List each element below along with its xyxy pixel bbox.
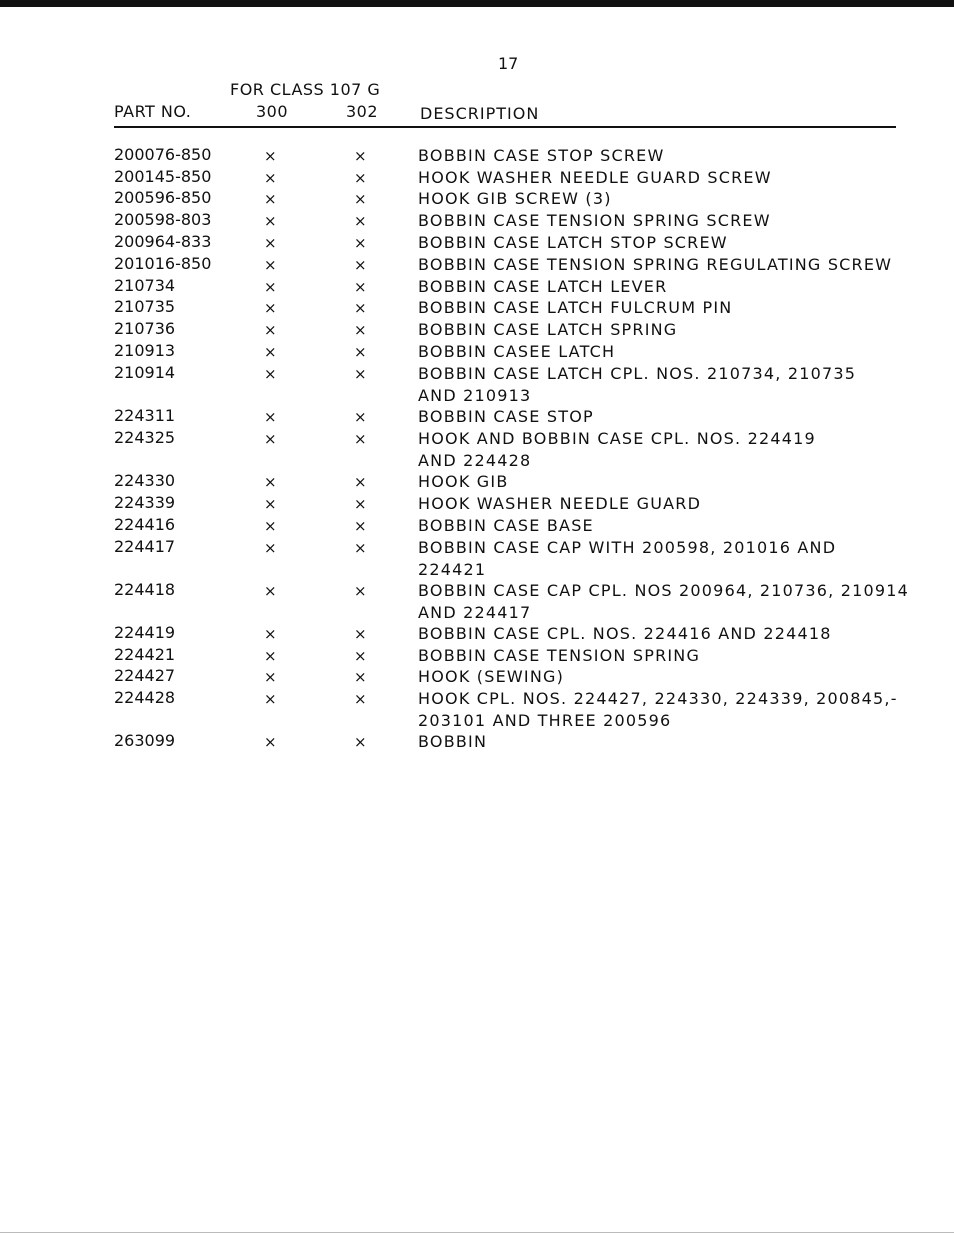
class-302-mark: × (354, 733, 367, 751)
description-line: BOBBIN CASE LATCH SPRING (418, 320, 678, 339)
part-number: 200596-850 (114, 188, 212, 207)
description-line: HOOK (SEWING) (418, 667, 565, 686)
part-number: 210914 (114, 363, 176, 382)
class-302-mark: × (354, 647, 367, 665)
part-description (418, 537, 928, 581)
part-number: 224330 (114, 471, 176, 490)
description-line: BOBBIN CASE CAP CPL. NOS 200964, 210736, 210914 (418, 581, 910, 600)
class-302-mark: × (354, 190, 367, 208)
class-302-mark: × (354, 343, 367, 361)
part-number: 210735 (114, 297, 176, 316)
class-300-mark: × (264, 539, 277, 557)
part-number: 200076-850 (114, 145, 212, 164)
description-line: HOOK AND BOBBIN CASE CPL. NOS. 224419 (418, 429, 816, 448)
description-line: BOBBIN CASE LATCH LEVER (418, 277, 668, 296)
class-300-mark: × (264, 625, 277, 643)
description-line: HOOK WASHER NEEDLE GUARD SCREW (418, 168, 772, 187)
class-300-mark: × (264, 430, 277, 448)
class-302-mark: × (354, 278, 367, 296)
description-line: BOBBIN CASE LATCH FULCRUM PIN (418, 298, 733, 317)
class-300-mark: × (264, 321, 277, 339)
class-302-mark: × (354, 517, 367, 535)
part-description (418, 167, 928, 189)
class-300-mark: × (264, 495, 277, 513)
header-for-class: FOR CLASS 107 G (230, 80, 381, 99)
bottom-border (0, 1232, 954, 1233)
description-line: 203101 AND THREE 200596 (418, 711, 672, 730)
class-302-mark: × (354, 212, 367, 230)
description-line: BOBBIN CASE STOP SCREW (418, 146, 665, 165)
part-number: 224421 (114, 645, 176, 664)
class-300-mark: × (264, 733, 277, 751)
description-line: AND 224417 (418, 603, 532, 622)
part-description (418, 254, 928, 276)
class-302-mark: × (354, 169, 367, 187)
part-number: 224419 (114, 623, 176, 642)
class-300-mark: × (264, 668, 277, 686)
class-302-mark: × (354, 430, 367, 448)
part-description (418, 145, 928, 167)
class-300-mark: × (264, 408, 277, 426)
part-description (418, 515, 928, 537)
page-number: 17 (498, 54, 519, 73)
description-line: HOOK WASHER NEEDLE GUARD (418, 494, 702, 513)
description-line: BOBBIN (418, 732, 488, 751)
part-description (418, 580, 928, 624)
part-description (418, 276, 928, 298)
part-description (418, 666, 928, 688)
class-300-mark: × (264, 299, 277, 317)
class-300-mark: × (264, 234, 277, 252)
part-description (418, 493, 928, 515)
description-line: BOBBIN CASE BASE (418, 516, 594, 535)
part-number: 224339 (114, 493, 176, 512)
class-302-mark: × (354, 582, 367, 600)
description-line: HOOK GIB (418, 472, 509, 491)
part-description (418, 232, 928, 254)
description-line: BOBBIN CASE CAP WITH 200598, 201016 AND (418, 538, 837, 557)
description-line: 224421 (418, 560, 487, 579)
class-302-mark: × (354, 234, 367, 252)
description-line: BOBBIN CASE TENSION SPRING SCREW (418, 211, 771, 230)
part-description (418, 406, 928, 428)
part-description (418, 731, 928, 753)
class-300-mark: × (264, 147, 277, 165)
part-number: 200964-833 (114, 232, 212, 251)
description-line: BOBBIN CASE TENSION SPRING REGULATING SCREW (418, 255, 893, 274)
class-300-mark: × (264, 517, 277, 535)
header-col-300: 300 (256, 102, 289, 121)
class-300-mark: × (264, 169, 277, 187)
class-302-mark: × (354, 299, 367, 317)
class-300-mark: × (264, 190, 277, 208)
class-300-mark: × (264, 256, 277, 274)
part-description (418, 688, 928, 732)
description-line: BOBBIN CASE CPL. NOS. 224416 AND 224418 (418, 624, 832, 643)
part-number: 200145-850 (114, 167, 212, 186)
class-302-mark: × (354, 365, 367, 383)
class-302-mark: × (354, 147, 367, 165)
header-part-no: PART NO. (114, 102, 192, 121)
class-300-mark: × (264, 212, 277, 230)
class-300-mark: × (264, 473, 277, 491)
class-302-mark: × (354, 668, 367, 686)
part-description (418, 645, 928, 667)
part-number: 224427 (114, 666, 176, 685)
class-300-mark: × (264, 582, 277, 600)
part-number: 224418 (114, 580, 176, 599)
top-border (0, 0, 954, 7)
class-302-mark: × (354, 256, 367, 274)
description-line: BOBBIN CASE LATCH STOP SCREW (418, 233, 728, 252)
part-number: 224416 (114, 515, 176, 534)
class-300-mark: × (264, 365, 277, 383)
class-300-mark: × (264, 647, 277, 665)
part-description (418, 471, 928, 493)
part-number: 201016-850 (114, 254, 212, 273)
description-line: AND 210913 (418, 386, 532, 405)
description-line: AND 224428 (418, 451, 532, 470)
class-302-mark: × (354, 690, 367, 708)
part-description (418, 428, 928, 472)
class-302-mark: × (354, 321, 367, 339)
class-300-mark: × (264, 690, 277, 708)
part-number: 224325 (114, 428, 176, 447)
class-302-mark: × (354, 625, 367, 643)
part-description (418, 210, 928, 232)
description-line: BOBBIN CASE LATCH CPL. NOS. 210734, 210735 (418, 364, 857, 383)
class-302-mark: × (354, 473, 367, 491)
part-number: 210913 (114, 341, 176, 360)
part-description (418, 319, 928, 341)
description-line: BOBBIN CASEE LATCH (418, 342, 616, 361)
header-rule (114, 126, 896, 128)
part-number: 210736 (114, 319, 176, 338)
part-description (418, 188, 928, 210)
part-description (418, 363, 928, 407)
description-line: BOBBIN CASE TENSION SPRING (418, 646, 701, 665)
part-number: 210734 (114, 276, 176, 295)
part-description (418, 297, 928, 319)
part-number: 224417 (114, 537, 176, 556)
header-description: DESCRIPTION (420, 104, 540, 123)
part-number: 263099 (114, 731, 176, 750)
description-line: BOBBIN CASE STOP (418, 407, 594, 426)
class-302-mark: × (354, 539, 367, 557)
part-description (418, 341, 928, 363)
class-300-mark: × (264, 278, 277, 296)
part-description (418, 623, 928, 645)
part-number: 224311 (114, 406, 176, 425)
part-number: 200598-803 (114, 210, 212, 229)
description-line: HOOK GIB SCREW (3) (418, 189, 612, 208)
class-300-mark: × (264, 343, 277, 361)
description-line: HOOK CPL. NOS. 224427, 224330, 224339, 200845,- (418, 689, 898, 708)
class-302-mark: × (354, 495, 367, 513)
part-number: 224428 (114, 688, 176, 707)
class-302-mark: × (354, 408, 367, 426)
header-col-302: 302 (346, 102, 379, 121)
